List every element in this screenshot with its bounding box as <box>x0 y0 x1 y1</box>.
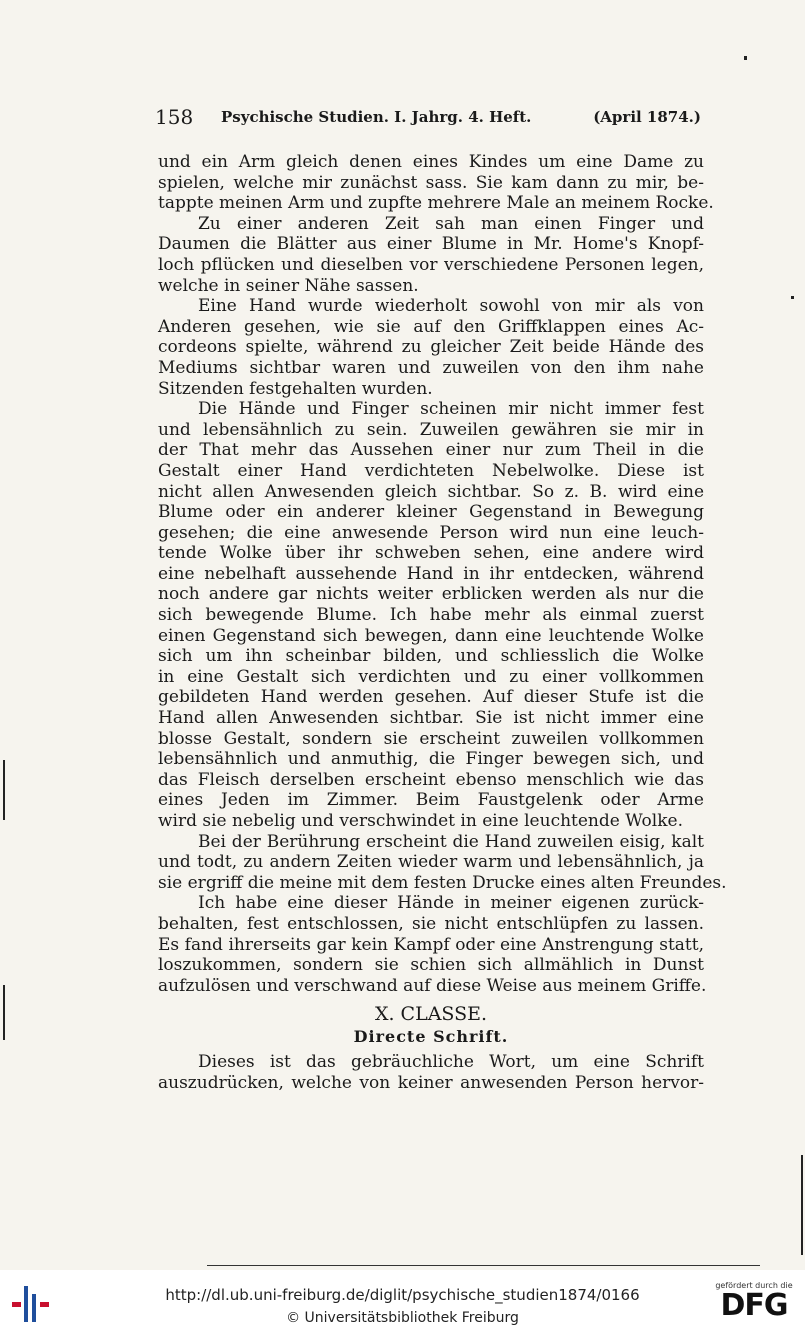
footer-bar <box>0 1276 805 1333</box>
running-title: Psychische Studien. I. Jahrg. 4. Heft. <box>221 108 532 126</box>
source-url[interactable]: http://dl.ub.uni-freiburg.de/diglit/psychische_studien1874/0166 <box>165 1286 640 1304</box>
page-body-text <box>158 152 727 1094</box>
text-line: noch andere gar nichts weiter erblicken werden als nur die <box>158 584 704 605</box>
text-line: gesehen; die eine anwesende Person wird nun eine leuch- <box>158 522 704 543</box>
text-line: welche in seiner Nähe sassen. <box>158 275 419 296</box>
text-line: Eine Hand wurde wiederholt sowohl von mir als von <box>198 296 704 317</box>
dfg-caption: gefördert durch die <box>715 1281 793 1290</box>
text-line: der That mehr das Aussehen einer nur zum Theil in die <box>158 440 704 461</box>
scan-speck <box>791 296 794 299</box>
text-line: Zu einer anderen Zeit sah man einen Finger und <box>198 213 704 234</box>
copyright-notice: © Universitätsbibliothek Freiburg <box>286 1310 519 1326</box>
section-heading: X. CLASSE. <box>374 1003 488 1026</box>
text-line: aufzulösen und verschwand auf diese Weise aus meinem Griffe. <box>158 975 707 996</box>
text-line: sich um ihn scheinbar bilden, und schliesslich die Wolke <box>158 646 704 667</box>
text-line: gebildeten Hand werden gesehen. Auf dieser Stufe ist die <box>158 687 704 708</box>
text-line: Mediums sichtbar waren und zuweilen von den ihm nahe <box>158 357 704 378</box>
text-line: nicht allen Anwesenden gleich sichtbar. So z. B. wird eine <box>158 481 704 502</box>
text-line: behalten, fest entschlossen, sie nicht entschlüpfen zu lassen. <box>158 913 704 934</box>
text-line: Ich habe eine dieser Hände in meiner eigenen zurück- <box>198 893 704 914</box>
text-line: Bei der Berührung erscheint die Hand zuweilen eisig, kalt <box>198 831 704 852</box>
dfg-logo <box>711 1281 797 1322</box>
dfg-wordmark: DFG <box>720 1288 788 1323</box>
page-number: 158 <box>155 105 194 129</box>
text-line: loch pflücken und dieselben vor verschiedene Personen legen, <box>158 254 704 275</box>
text-line: Gestalt einer Hand verdichteten Nebelwolke. Diese ist <box>158 460 704 481</box>
footer-rule <box>207 1265 760 1266</box>
text-line: Sitzenden festgehalten wurden. <box>158 378 433 399</box>
scan-edge-mark <box>801 1155 803 1255</box>
text-line: eines Jeden im Zimmer. Beim Faustgelenk oder Arme <box>158 790 704 811</box>
text-line: Blume oder ein anderer kleiner Gegenstand in Bewegung <box>158 502 704 523</box>
text-line: und lebensähnlich zu sein. Zuweilen gewähren sie mir in <box>158 419 704 440</box>
text-line: loszukommen, sondern sie schien sich allmählich in Dunst <box>158 955 704 976</box>
text-line: tende Wolke über ihr schweben sehen, eine andere wird <box>158 543 704 564</box>
text-line: Daumen die Blätter aus einer Blume in Mr. Home's Knopf- <box>158 234 704 255</box>
text-line: das Fleisch derselben erscheint ebenso menschlich wie das <box>158 769 704 790</box>
text-line: einen Gegenstand sich bewegen, dann eine leuchtende Wolke <box>158 625 704 646</box>
text-line: sie ergriff die meine mit dem festen Drucke eines alten Freundes. <box>158 872 727 893</box>
section-subheading: Directe Schrift. <box>353 1027 509 1047</box>
running-header <box>155 105 707 133</box>
text-line: sich bewegende Blume. Ich habe mehr als einmal zuerst <box>158 605 704 626</box>
text-line: Hand allen Anwesenden sichtbar. Sie ist nicht immer eine <box>158 708 704 729</box>
text-line: Es fand ihrerseits gar kein Kampf oder eine Anstrengung statt, <box>158 934 704 955</box>
text-line: lebensähnlich und anmuthig, die Finger bewegen sich, und <box>158 749 704 770</box>
text-line: eine nebelhaft aussehende Hand in ihr entdecken, während <box>158 563 704 584</box>
text-line: Die Hände und Finger scheinen mir nicht immer fest <box>198 399 704 420</box>
text-line: und ein Arm gleich denen eines Kindes um eine Dame zu <box>158 152 704 172</box>
text-line: wird sie nebelig und verschwindet in eine leuchtende Wolke. <box>158 811 683 831</box>
text-line: blosse Gestalt, sondern sie erscheint zuweilen vollkommen <box>158 728 704 749</box>
text-line: auszudrücken, welche von keiner anwesenden Person hervor- <box>158 1072 704 1093</box>
scan-edge-mark <box>3 760 5 820</box>
text-line: spielen, welche mir zunächst sass. Sie kam dann zu mir, be- <box>158 172 704 193</box>
text-line: Dieses ist das gebräuchliche Wort, um eine Schrift <box>198 1052 704 1073</box>
text-line: in eine Gestalt sich verdichten und zu einer vollkommen <box>158 666 704 687</box>
scan-speck <box>744 56 747 60</box>
text-line: cordeons spielte, während zu gleicher Zeit beide Hände des <box>158 337 704 358</box>
text-line: tappte meinen Arm und zupfte mehrere Male an meinem Rocke. <box>158 193 714 214</box>
text-line: Anderen gesehen, wie sie auf den Griffklappen eines Ac- <box>158 316 704 337</box>
issue-date: (April 1874.) <box>593 108 701 126</box>
text-line: und todt, zu andern Zeiten wieder warm und lebensähnlich, ja <box>158 852 704 873</box>
scan-edge-mark <box>3 985 5 1040</box>
